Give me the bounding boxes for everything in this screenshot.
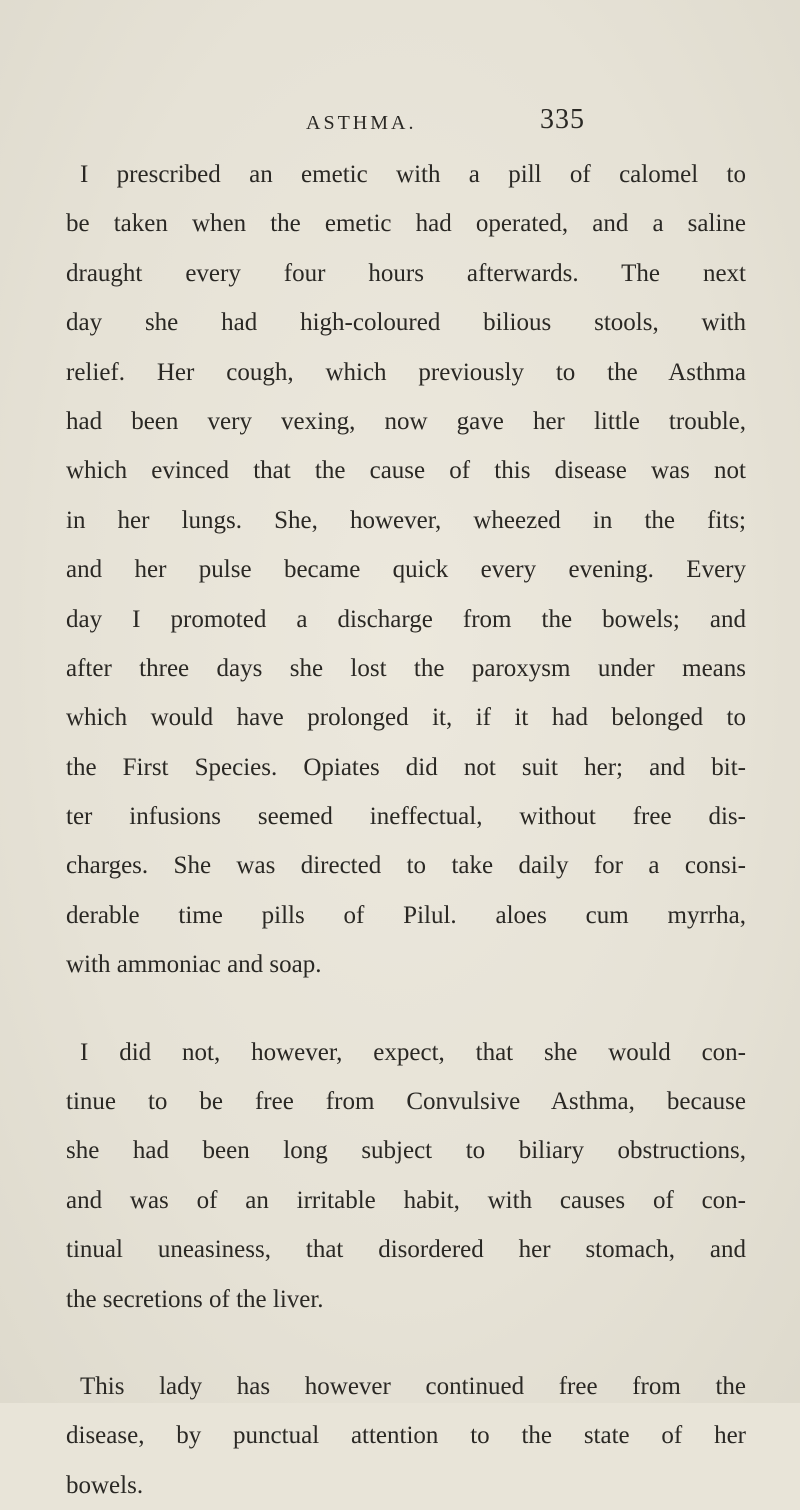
text-line: which evinced that the cause of this disease was not [66,457,746,485]
text-line: with ammoniac and soap. [66,951,322,979]
page-number: 335 [540,104,585,135]
text-line: she had been long subject to biliary obstructions, [66,1137,746,1165]
text-line: tinue to be free from Convulsive Asthma, because [66,1088,746,1116]
text-line: be taken when the emetic had operated, and a saline [66,210,746,238]
text-line: day I promoted a discharge from the bowels; and [66,605,746,633]
text-line: had been very vexing, now gave her little trouble, [66,407,746,435]
paragraph-spacer [66,990,746,1028]
text-line: day she had high-coloured bilious stools, with [66,309,746,337]
text-line: the secretions of the liver. [66,1285,324,1313]
text-line: I prescribed an emetic with a pill of calomel to [80,161,746,188]
text-line: and was of an irritable habit, with causes of con- [66,1186,746,1214]
running-head-title: ASTHMA. [306,112,417,134]
running-head [66,0,746,150]
text-line: tinual uneasiness, that disordered her stomach, and [66,1236,746,1264]
paragraph-2 [66,1028,746,1324]
text-line: ter infusions seemed ineffectual, without free dis- [66,803,746,831]
text-line: disease, by punctual attention to the state of her [66,1422,746,1450]
text-line: This lady has however continued free from the [80,1372,746,1400]
text-line: charges. She was directed to take daily for a consi- [66,852,746,880]
text-line: derable time pills of Pilul. aloes cum myrrha, [66,901,746,929]
text-line: in her lungs. She, however, wheezed in the fits; [66,506,746,534]
text-line: which would have prolonged it, if it had belonged to [66,704,746,732]
paragraph-3 [66,1362,746,1510]
body-text [66,150,746,1510]
text-line: after three days she lost the paroxysm under means [66,654,746,682]
text-line: I did not, however, expect, that she would con- [80,1038,746,1066]
text-line: draught every four hours afterwards. The next [66,259,746,287]
text-line: and her pulse became quick every evening. Every [66,556,746,584]
paragraph-1 [66,150,746,990]
paragraph-spacer [66,1324,746,1362]
text-line: bowels. [66,1471,144,1499]
text-line: the First Species. Opiates did not suit her; and bit- [66,753,746,781]
text-line: relief. Her cough, which previously to the Asthma [66,358,746,386]
